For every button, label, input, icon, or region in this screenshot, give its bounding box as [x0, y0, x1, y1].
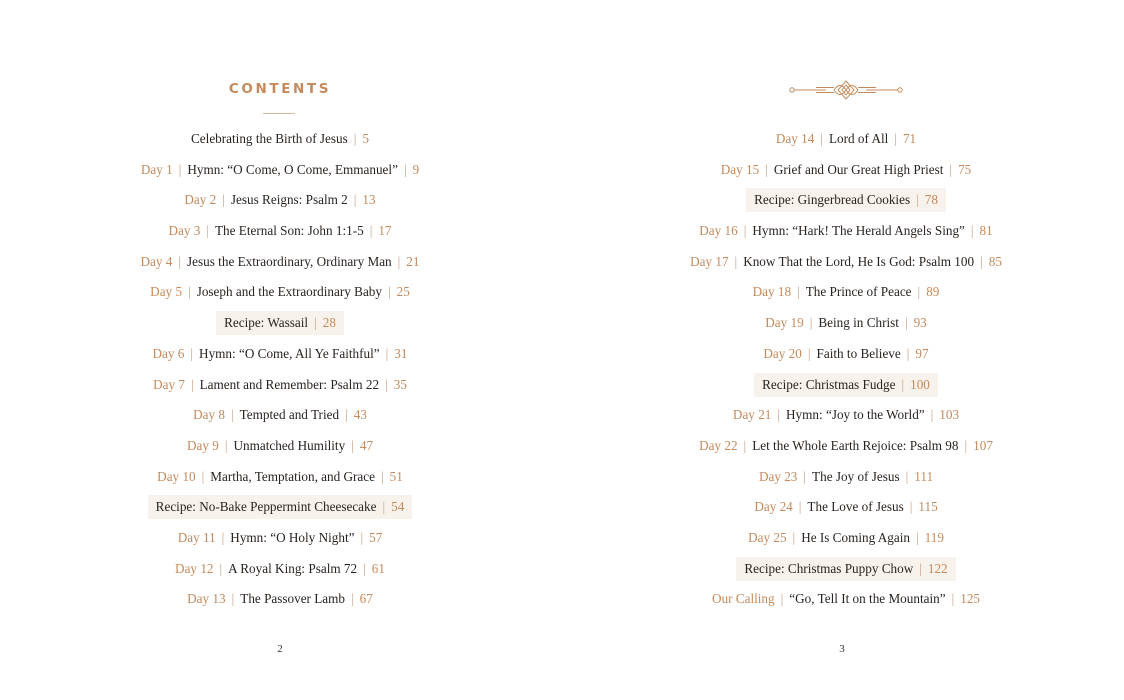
page-ref: 9: [412, 161, 420, 177]
day-label: Day 22: [699, 437, 738, 453]
toc-entry: [562, 247, 1124, 278]
separator: |: [219, 560, 223, 576]
separator: |: [809, 315, 813, 331]
separator: |: [734, 253, 738, 269]
separator: |: [798, 499, 802, 515]
page-ref: 125: [960, 591, 981, 607]
separator: |: [765, 161, 768, 177]
toc-entry: [562, 431, 1124, 462]
day-label: Day 16: [699, 223, 738, 239]
toc-entry-content: [745, 280, 948, 304]
separator: |: [381, 468, 384, 484]
page-ref: 61: [371, 560, 385, 576]
separator: |: [792, 529, 796, 545]
separator: |: [777, 407, 781, 423]
separator: |: [803, 468, 807, 484]
day-label: Day 8: [193, 407, 225, 423]
entry-title: Hymn: “O Come, All Ye Faithful”: [199, 345, 380, 361]
toc-entry: [0, 431, 560, 462]
entry-title: Celebrating the Birth of Jesus: [191, 131, 348, 146]
entry-title: The Joy of Jesus: [812, 468, 900, 484]
toc-entry-content: [167, 557, 393, 581]
toc-entry-content: [145, 373, 415, 397]
toc-entry: [0, 370, 560, 401]
entry-title: Being in Christ: [818, 315, 899, 331]
entry-title: The Love of Jesus: [807, 499, 904, 515]
toc-entry-content: [179, 434, 381, 458]
separator: |: [382, 499, 386, 515]
page-ref: 17: [378, 223, 392, 239]
separator: |: [901, 376, 905, 392]
separator: |: [930, 407, 934, 423]
day-label: Day 25: [748, 529, 787, 545]
recipe-entry: [562, 554, 1124, 585]
separator: |: [221, 529, 225, 545]
page-number-left: 2: [277, 643, 283, 655]
page-ref: 111: [914, 468, 934, 484]
separator: |: [949, 161, 953, 177]
entry-title: Lord of All: [828, 131, 889, 146]
separator: |: [178, 253, 182, 269]
separator: |: [222, 192, 225, 208]
day-label: Day 13: [187, 591, 226, 607]
toc-entry-content: [736, 557, 955, 581]
day-label: Day 9: [186, 437, 219, 453]
separator: |: [190, 376, 194, 392]
toc-entry: [562, 216, 1124, 247]
entry-title: Recipe: No-Bake Peppermint Cheesecake: [155, 499, 377, 515]
toc-entry-content: [170, 526, 391, 550]
separator: |: [231, 591, 235, 607]
toc-entry: [0, 523, 560, 554]
entry-title: Recipe: Wassail: [224, 315, 309, 331]
toc-entry: [562, 523, 1124, 554]
separator: |: [178, 161, 182, 177]
entry-title: Hymn: “Joy to the World”: [786, 407, 925, 423]
contents-list-left: [0, 124, 560, 615]
page-ref: 115: [918, 499, 938, 515]
page-ref: 81: [979, 223, 993, 239]
toc-entry-content: [183, 127, 377, 151]
day-label: Day 11: [177, 529, 216, 545]
toc-entry: [562, 462, 1124, 493]
toc-entry-content: [751, 465, 941, 489]
toc-entry: [562, 155, 1124, 186]
toc-entry-content: [725, 403, 967, 427]
page-ref: 119: [924, 529, 944, 545]
day-label: Day 23: [758, 468, 798, 484]
toc-entry-content: [704, 587, 988, 611]
separator: |: [388, 284, 391, 300]
toc-entry: [0, 462, 560, 493]
toc-entry: [0, 247, 560, 278]
toc-entry-content: [691, 434, 1001, 458]
toc-entry-content: [740, 526, 952, 550]
separator: |: [314, 315, 317, 331]
entry-title: The Passover Lamb: [240, 591, 346, 607]
toc-entry-content: [133, 250, 428, 274]
day-label: Day 10: [157, 468, 196, 484]
entry-title: Jesus Reigns: Psalm 2: [230, 192, 348, 208]
separator: |: [904, 315, 908, 331]
page-ref: 25: [396, 284, 410, 300]
separator: |: [190, 345, 194, 361]
separator: |: [230, 407, 234, 423]
toc-entry-content: [145, 342, 416, 366]
page-ref: 71: [902, 131, 917, 146]
separator: |: [351, 437, 354, 453]
page-ref: 54: [391, 499, 405, 515]
separator: |: [916, 192, 919, 208]
day-label: Our Calling: [711, 591, 775, 607]
toc-entry-content: [713, 158, 980, 182]
page-ref: 21: [406, 253, 420, 269]
day-label: Day 21: [732, 407, 772, 423]
day-label: Day 6: [152, 345, 185, 361]
page-ref: 31: [394, 345, 408, 361]
separator: |: [360, 529, 364, 545]
toc-entry-content: [179, 587, 381, 611]
toc-entry: [562, 400, 1124, 431]
page-ref: 51: [389, 468, 403, 484]
day-label: Day 1: [140, 161, 173, 177]
page-ref: 57: [369, 529, 383, 545]
toc-entry: [562, 277, 1124, 308]
separator: |: [970, 223, 974, 239]
toc-entry-content: [754, 373, 938, 397]
page-ref: 78: [924, 192, 938, 208]
page-ref: 35: [393, 376, 407, 392]
toc-entry-content: [768, 127, 924, 151]
separator: |: [224, 437, 228, 453]
entry-title: He Is Coming Again: [801, 529, 910, 545]
toc-entry-content: [148, 495, 413, 519]
separator: |: [797, 284, 800, 300]
gold-flourish-icon: [788, 79, 904, 101]
toc-entry-content: [176, 188, 383, 212]
toc-entry: [562, 584, 1124, 615]
toc-entry: [0, 277, 560, 308]
recipe-entry: [0, 492, 560, 523]
entry-title: Joseph and the Extraordinary Baby: [196, 284, 382, 300]
toc-entry: [562, 124, 1124, 155]
entry-title: Martha, Temptation, and Grace: [210, 468, 375, 484]
separator: |: [820, 131, 823, 146]
entry-title: Lament and Remember: Psalm 22: [199, 376, 380, 392]
toc-entry-content: [185, 403, 375, 427]
page-ref: 13: [362, 192, 376, 208]
page-ref: 43: [353, 407, 367, 423]
toc-entry-content: [691, 219, 1000, 243]
entry-title: Hymn: “O Holy Night”: [230, 529, 355, 545]
separator: |: [206, 223, 209, 239]
separator: |: [964, 437, 968, 453]
separator: |: [351, 591, 354, 607]
separator: |: [915, 529, 919, 545]
entry-title: Tempted and Tried: [239, 407, 340, 423]
toc-entry: [0, 185, 560, 216]
entry-title: “Go, Tell It on the Mountain”: [789, 591, 946, 607]
toc-entry: [0, 124, 560, 155]
day-label: Day 14: [775, 131, 815, 146]
page-ref: 5: [362, 131, 369, 146]
entry-title: Recipe: Christmas Fudge: [762, 376, 896, 392]
entry-title: Hymn: “Hark! The Herald Angels Sing”: [752, 223, 965, 239]
separator: |: [385, 376, 388, 392]
separator: |: [743, 223, 747, 239]
day-label: Day 18: [752, 284, 792, 300]
day-label: Day 7: [153, 376, 185, 392]
page-ref: 93: [913, 315, 927, 331]
page-ref: 28: [322, 315, 336, 331]
separator: |: [397, 253, 401, 269]
separator: |: [780, 591, 784, 607]
separator: |: [743, 437, 747, 453]
toc-entry: [562, 492, 1124, 523]
separator: |: [917, 284, 921, 300]
entry-title: Jesus the Extraordinary, Ordinary Man: [187, 253, 392, 269]
page-ref: 103: [939, 407, 960, 423]
recipe-entry: [0, 308, 560, 339]
toc-entry-content: [133, 158, 427, 182]
toc-entry: [562, 339, 1124, 370]
day-label: Day 19: [765, 315, 804, 331]
entry-title: Know That the Lord, He Is God: Psalm 100: [743, 253, 975, 269]
separator: |: [369, 223, 373, 239]
toc-entry-content: [755, 342, 936, 366]
entry-title: Grief and Our Great High Priest: [773, 161, 944, 177]
day-label: Day 12: [175, 560, 214, 576]
entry-title: Hymn: “O Come, O Come, Emmanuel”: [187, 161, 398, 177]
entry-title: Faith to Believe: [816, 345, 901, 361]
toc-entry: [562, 308, 1124, 339]
day-label: Day 2: [184, 192, 217, 208]
entry-title: A Royal King: Psalm 72: [228, 560, 358, 576]
toc-entry-content: [149, 465, 411, 489]
separator: |: [951, 591, 955, 607]
entry-title: The Prince of Peace: [805, 284, 912, 300]
separator: |: [905, 468, 909, 484]
day-label: Day 4: [140, 253, 173, 269]
toc-entry: [0, 216, 560, 247]
contents-heading: CONTENTS: [228, 81, 332, 97]
entry-title: Recipe: Gingerbread Cookies: [754, 192, 911, 208]
day-label: Day 5: [150, 284, 183, 300]
toc-entry: [0, 400, 560, 431]
day-label: Day 3: [168, 223, 201, 239]
recipe-entry: [562, 370, 1124, 401]
page-ref: 100: [910, 376, 930, 392]
entry-title: Let the Whole Earth Rejoice: Psalm 98: [752, 437, 959, 453]
separator: |: [201, 468, 205, 484]
page-ref: 89: [926, 284, 940, 300]
day-label: Day 17: [690, 253, 729, 269]
page-number-right: 3: [839, 643, 845, 655]
entry-title: The Eternal Son: John 1:1-5: [214, 223, 364, 239]
toc-entry: [0, 155, 560, 186]
toc-entry: [0, 554, 560, 585]
separator: |: [403, 161, 407, 177]
page-ref: 75: [958, 161, 972, 177]
page-ref: 67: [359, 591, 373, 607]
separator: |: [909, 499, 913, 515]
page-ref: 107: [973, 437, 993, 453]
toc-entry: [0, 339, 560, 370]
page-ref: 97: [915, 345, 929, 361]
separator: |: [353, 192, 357, 208]
heading-rule: [263, 113, 295, 114]
entry-title: Recipe: Christmas Puppy Chow: [744, 560, 914, 576]
contents-list-right: [562, 124, 1124, 615]
separator: |: [906, 345, 910, 361]
day-label: Day 20: [763, 345, 802, 361]
toc-entry: [0, 584, 560, 615]
separator: |: [385, 345, 389, 361]
recipe-entry: [562, 185, 1124, 216]
toc-entry-content: [757, 311, 935, 335]
separator: |: [188, 284, 191, 300]
separator: |: [345, 407, 348, 423]
toc-entry-content: [746, 495, 945, 519]
toc-entry-content: [746, 188, 946, 212]
toc-entry-content: [216, 311, 344, 335]
separator: |: [980, 253, 983, 269]
separator: |: [919, 560, 922, 576]
page-ref: 122: [927, 560, 948, 576]
separator: |: [353, 131, 357, 146]
entry-title: Unmatched Humility: [233, 437, 346, 453]
toc-entry-content: [142, 280, 418, 304]
separator: |: [807, 345, 811, 361]
page-ref: 85: [988, 253, 1002, 269]
page-ref: 47: [359, 437, 374, 453]
toc-entry-content: [682, 250, 1010, 274]
separator: |: [363, 560, 366, 576]
separator: |: [894, 131, 897, 146]
toc-entry-content: [160, 219, 399, 243]
day-label: Day 15: [720, 161, 760, 177]
right-page: [562, 0, 1124, 700]
day-label: Day 24: [754, 499, 793, 515]
